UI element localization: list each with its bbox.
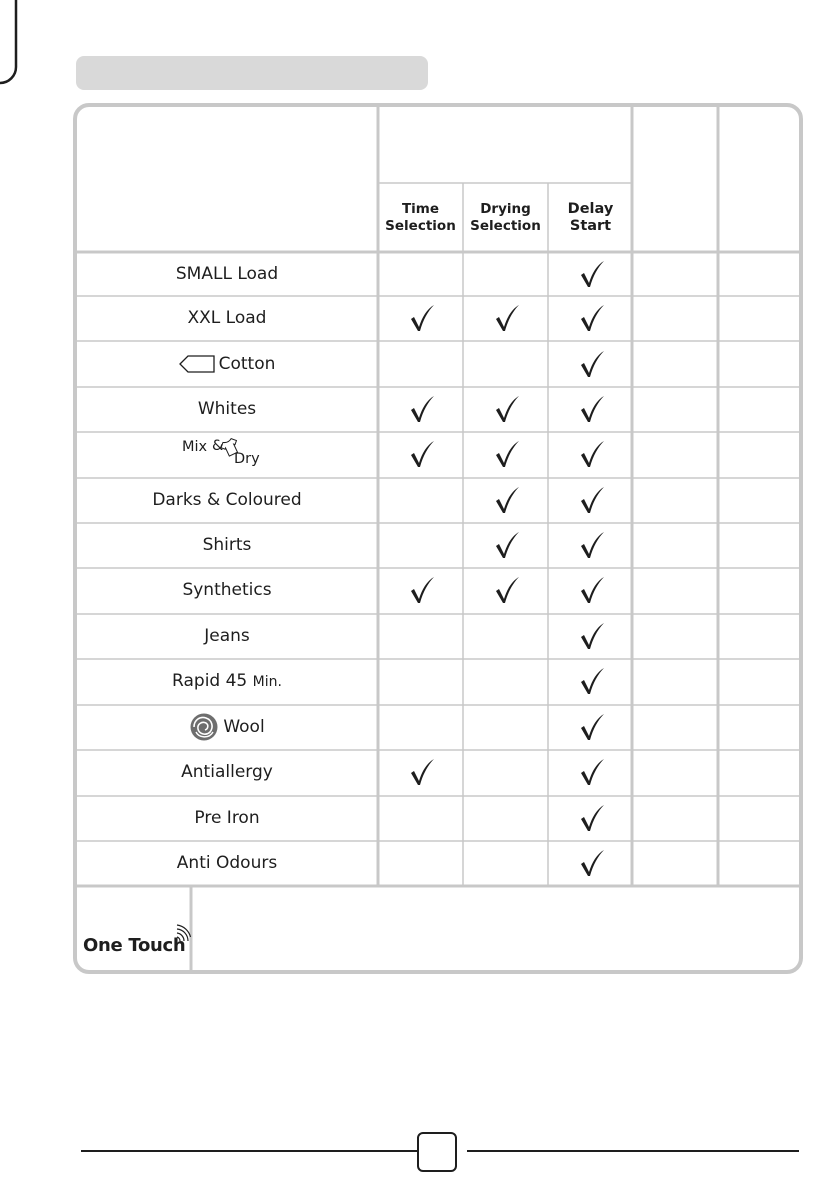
- col-header-line: Delay: [567, 201, 614, 217]
- checkmark-icon: [577, 848, 607, 878]
- wireless-waves-icon: [175, 923, 191, 947]
- row-label-darks-coloured: [79, 478, 375, 523]
- row-label-text: SMALL Load: [175, 264, 279, 284]
- dry-text: Dry: [234, 451, 260, 467]
- row-label-whites: [79, 387, 375, 432]
- checkmark-icon: [492, 575, 522, 605]
- row-label-text: Antiallergy: [181, 762, 273, 782]
- checkmark-icon: [577, 303, 607, 333]
- row-label-synthetics: [79, 568, 375, 613]
- corner-mark: [0, 0, 40, 90]
- checkmark-icon: [577, 349, 607, 379]
- wool-mark-icon: [189, 712, 219, 742]
- row-label-text: Anti Odours: [176, 853, 278, 873]
- checkmark-icon: [577, 394, 607, 424]
- section-header-bar: [76, 56, 428, 90]
- row-label-cotton: [79, 342, 375, 387]
- checkmark-icon: [492, 394, 522, 424]
- checkmark-icon: [577, 530, 607, 560]
- checkmark-icon: [577, 439, 607, 469]
- row-label-jeans: [79, 614, 375, 659]
- col-header-line: Selection: [470, 218, 541, 234]
- col-header-line: Selection: [385, 218, 456, 234]
- page-number-box: [417, 1132, 457, 1172]
- checkmark-icon: [577, 259, 607, 289]
- checkmark-icon: [492, 439, 522, 469]
- options-table: [73, 103, 803, 974]
- checkmark-icon: [577, 575, 607, 605]
- footer-rule-left: [81, 1150, 417, 1152]
- row-label-text: Rapid 45: [172, 671, 248, 691]
- mix-text: Mix: [182, 439, 208, 455]
- tag-outline-icon: [179, 355, 215, 373]
- mix-dry-logo: [182, 432, 272, 477]
- row-label-shirts: [79, 523, 375, 568]
- checkmark-icon: [577, 757, 607, 787]
- checkmark-icon: [492, 530, 522, 560]
- row-label-small-load: [79, 252, 375, 297]
- checkmark-icon: [407, 575, 437, 605]
- checkmark-icon: [407, 303, 437, 333]
- row-label-wool: [79, 705, 375, 750]
- one-touch-text: One Touch: [83, 935, 186, 956]
- row-label-text: Shirts: [202, 535, 252, 555]
- row-label-text: Pre Iron: [194, 808, 260, 828]
- row-label-text: Cotton: [218, 354, 276, 374]
- row-label-antiallergy: [79, 750, 375, 795]
- col-header-line: Start: [569, 218, 612, 234]
- row-label-unit: Min.: [252, 674, 282, 690]
- checkmark-icon: [492, 303, 522, 333]
- row-label-text: Synthetics: [182, 580, 272, 600]
- col-header-line: Time: [401, 201, 440, 217]
- one-touch-logo: [81, 913, 191, 971]
- col-header-time-selection: [378, 201, 463, 235]
- checkmark-icon: [577, 666, 607, 696]
- row-label-text: Wool: [223, 717, 265, 737]
- checkmark-icon: [577, 803, 607, 833]
- row-label-text: Jeans: [204, 626, 250, 646]
- checkmark-icon: [407, 394, 437, 424]
- col-header-line: Drying: [480, 201, 531, 217]
- row-label-rapid-45: [79, 659, 375, 704]
- row-label-text: Darks & Coloured: [152, 490, 302, 510]
- row-label-anti-odours: [79, 841, 375, 886]
- checkmark-icon: [577, 621, 607, 651]
- footer-rule-right: [467, 1150, 799, 1152]
- checkmark-icon: [407, 439, 437, 469]
- row-label-mix-dry: [79, 432, 375, 477]
- checkmark-icon: [577, 712, 607, 742]
- row-label-text: Whites: [197, 399, 257, 419]
- col-header-drying-selection: [463, 201, 548, 235]
- row-label-text: XXL Load: [187, 308, 267, 328]
- checkmark-icon: [407, 757, 437, 787]
- col-header-delay-start: [548, 201, 633, 235]
- checkmark-icon: [492, 485, 522, 515]
- row-label-pre-iron: [79, 796, 375, 841]
- row-label-xxl-load: [79, 296, 375, 341]
- checkmark-icon: [577, 485, 607, 515]
- amp-text: &: [212, 438, 224, 454]
